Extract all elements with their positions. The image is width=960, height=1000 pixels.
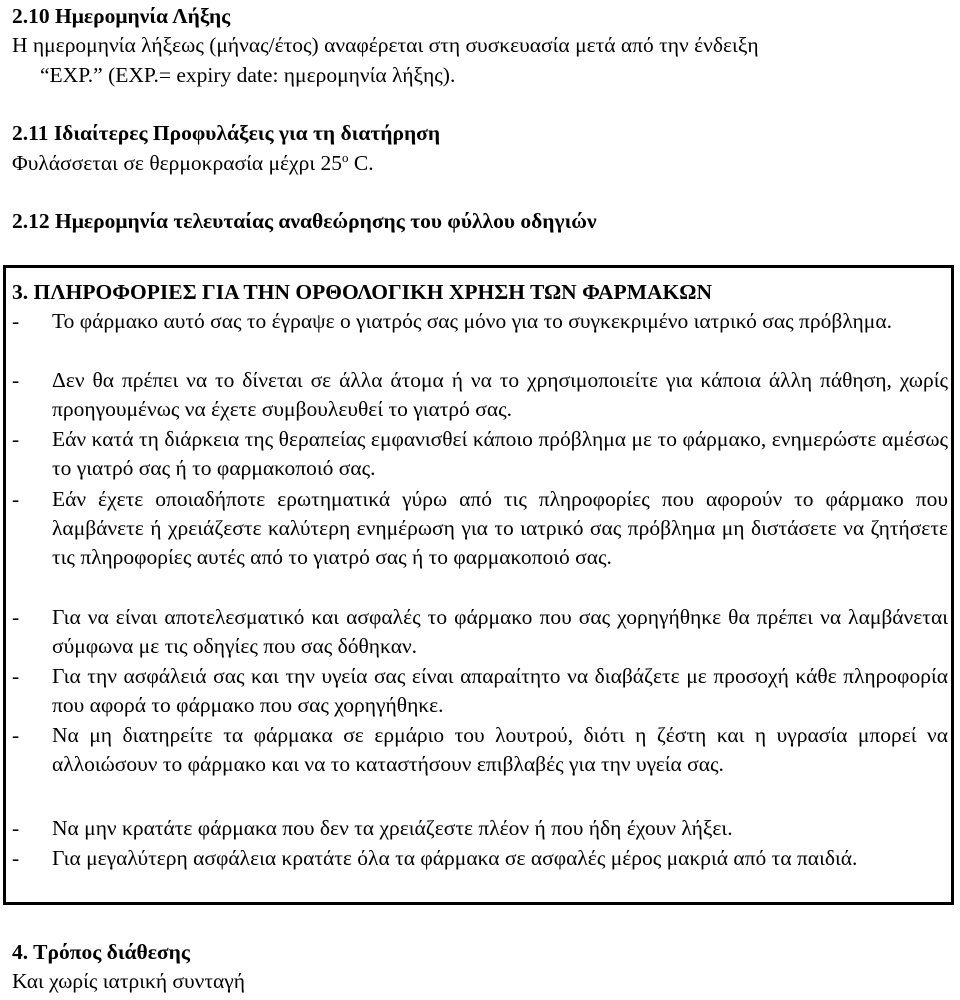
section-3-item-8 [12, 814, 948, 843]
bullet-dash: - [12, 664, 20, 688]
section-2-10-line-1: Η ημερομηνία λήξεως (μήνας/έτος) αναφέρεται στη συσκευασία μετά από την ένδειξη [12, 33, 759, 57]
section-3-item-7 [12, 721, 948, 779]
section-3-item-1 [12, 307, 948, 336]
item-text: Για την ασφάλειά σας και την υγεία σας είναι απαραίτητο να διαβάζετε με προσοχή κάθε πληροφορία που αφορά το φάρμακο που σας χορηγήθηκε. [52, 664, 948, 718]
section-3-heading: 3. ΠΛΗΡΟΦΟΡΙΕΣ ΓΙΑ ΤΗΝ ΟΡΘΟΛΟΓΙΚΗ ΧΡΗΣΗ ΤΩΝ ΦΑΡΜΑΚΩΝ [12, 280, 712, 304]
section-4-heading: 4. Τρόπος διάθεσης [12, 940, 190, 964]
section-2-11-text [12, 149, 374, 178]
item-text: Για να είναι αποτελεσματικό και ασφαλές το φάρμακο που σας χορηγήθηκε θα πρέπει να λαμβάνεται σύμφωνα με τις οδηγίες που σας δόθηκαν. [52, 605, 948, 659]
section-2-10-line-2: “EXP.” (EXP.= expiry date: ημερομηνία λήξης). [40, 63, 456, 87]
bullet-dash: - [12, 368, 20, 392]
item-text: Εάν έχετε οποιαδήποτε ερωτηματικά γύρω από τις πληροφορίες που αφορούν το φάρμακο που λαμβάνετε ή χρειάζεστε καλύτερη ενημέρωση για το ιατρικό σας πρόβλημα μη διστάσετε να ζητήσετε τις πληροφορίες αυτές από το γιατρό σας ή το φαρμακοποιό σας. [52, 487, 948, 570]
section-3-item-3 [12, 425, 948, 483]
bullet-dash: - [12, 846, 20, 870]
bullet-dash: - [12, 427, 20, 451]
section-3-item-6 [12, 662, 948, 720]
storage-unit: C. [348, 151, 374, 175]
section-3-item-2 [12, 366, 948, 424]
item-text: Δεν θα πρέπει να το δίνεται σε άλλα άτομα ή να το χρησιμοποιείτε για κάποια άλλη πάθηση, χωρίς προηγουμένως να έχετε συμβουλευθεί το γιατρό σας. [52, 368, 948, 422]
section-2-11-heading: 2.11 Ιδιαίτερες Προφυλάξεις για τη διατήρηση [12, 121, 441, 145]
section-3-item-4 [12, 485, 948, 573]
section-3-item-5 [12, 603, 948, 661]
item-text: Να μην κρατάτε φάρμακα που δεν τα χρειάζεστε πλέον ή που ήδη έχουν λήξει. [52, 816, 733, 840]
section-3-item-9 [12, 844, 948, 873]
section-2-12-heading: 2.12 Ημερομηνία τελευταίας αναθεώρησης του φύλλου οδηγιών [12, 209, 597, 233]
bullet-dash: - [12, 723, 20, 747]
section-2-10-heading: 2.10 Ημερομηνία Λήξης [12, 4, 231, 28]
storage-text: Φυλάσσεται σε θερμοκρασία μέχρι 25 [12, 151, 342, 175]
item-text: Για μεγαλύτερη ασφάλεια κρατάτε όλα τα φάρμακα σε ασφαλές μέρος μακριά από τα παιδιά. [52, 846, 858, 870]
item-text: Το φάρμακο αυτό σας το έγραψε ο γιατρός σας μόνο για το συγκεκριμένο ιατρικό σας πρόβλημα. [52, 309, 892, 333]
bullet-dash: - [12, 605, 20, 629]
bullet-dash: - [12, 816, 20, 840]
section-3-box [3, 265, 954, 905]
section-4-text: Και χωρίς ιατρική συνταγή [12, 969, 246, 993]
bullet-dash: - [12, 487, 20, 511]
item-text: Εάν κατά τη διάρκεια της θεραπείας εμφανισθεί κάποιο πρόβλημα με το φάρμακο, ενημερώστε αμέσως το γιατρό σας ή το φαρμακοποιό σας. [52, 427, 948, 481]
item-text: Να μη διατηρείτε τα φάρμακα σε ερμάριο του λουτρού, διότι η ζέστη και η υγρασία μπορεί να αλλοιώσουν το φάρμακο και να το καταστήσουν επιβλαβές για την υγεία σας. [52, 723, 948, 777]
degree-superscript: ο [341, 149, 349, 165]
bullet-dash: - [12, 309, 20, 333]
